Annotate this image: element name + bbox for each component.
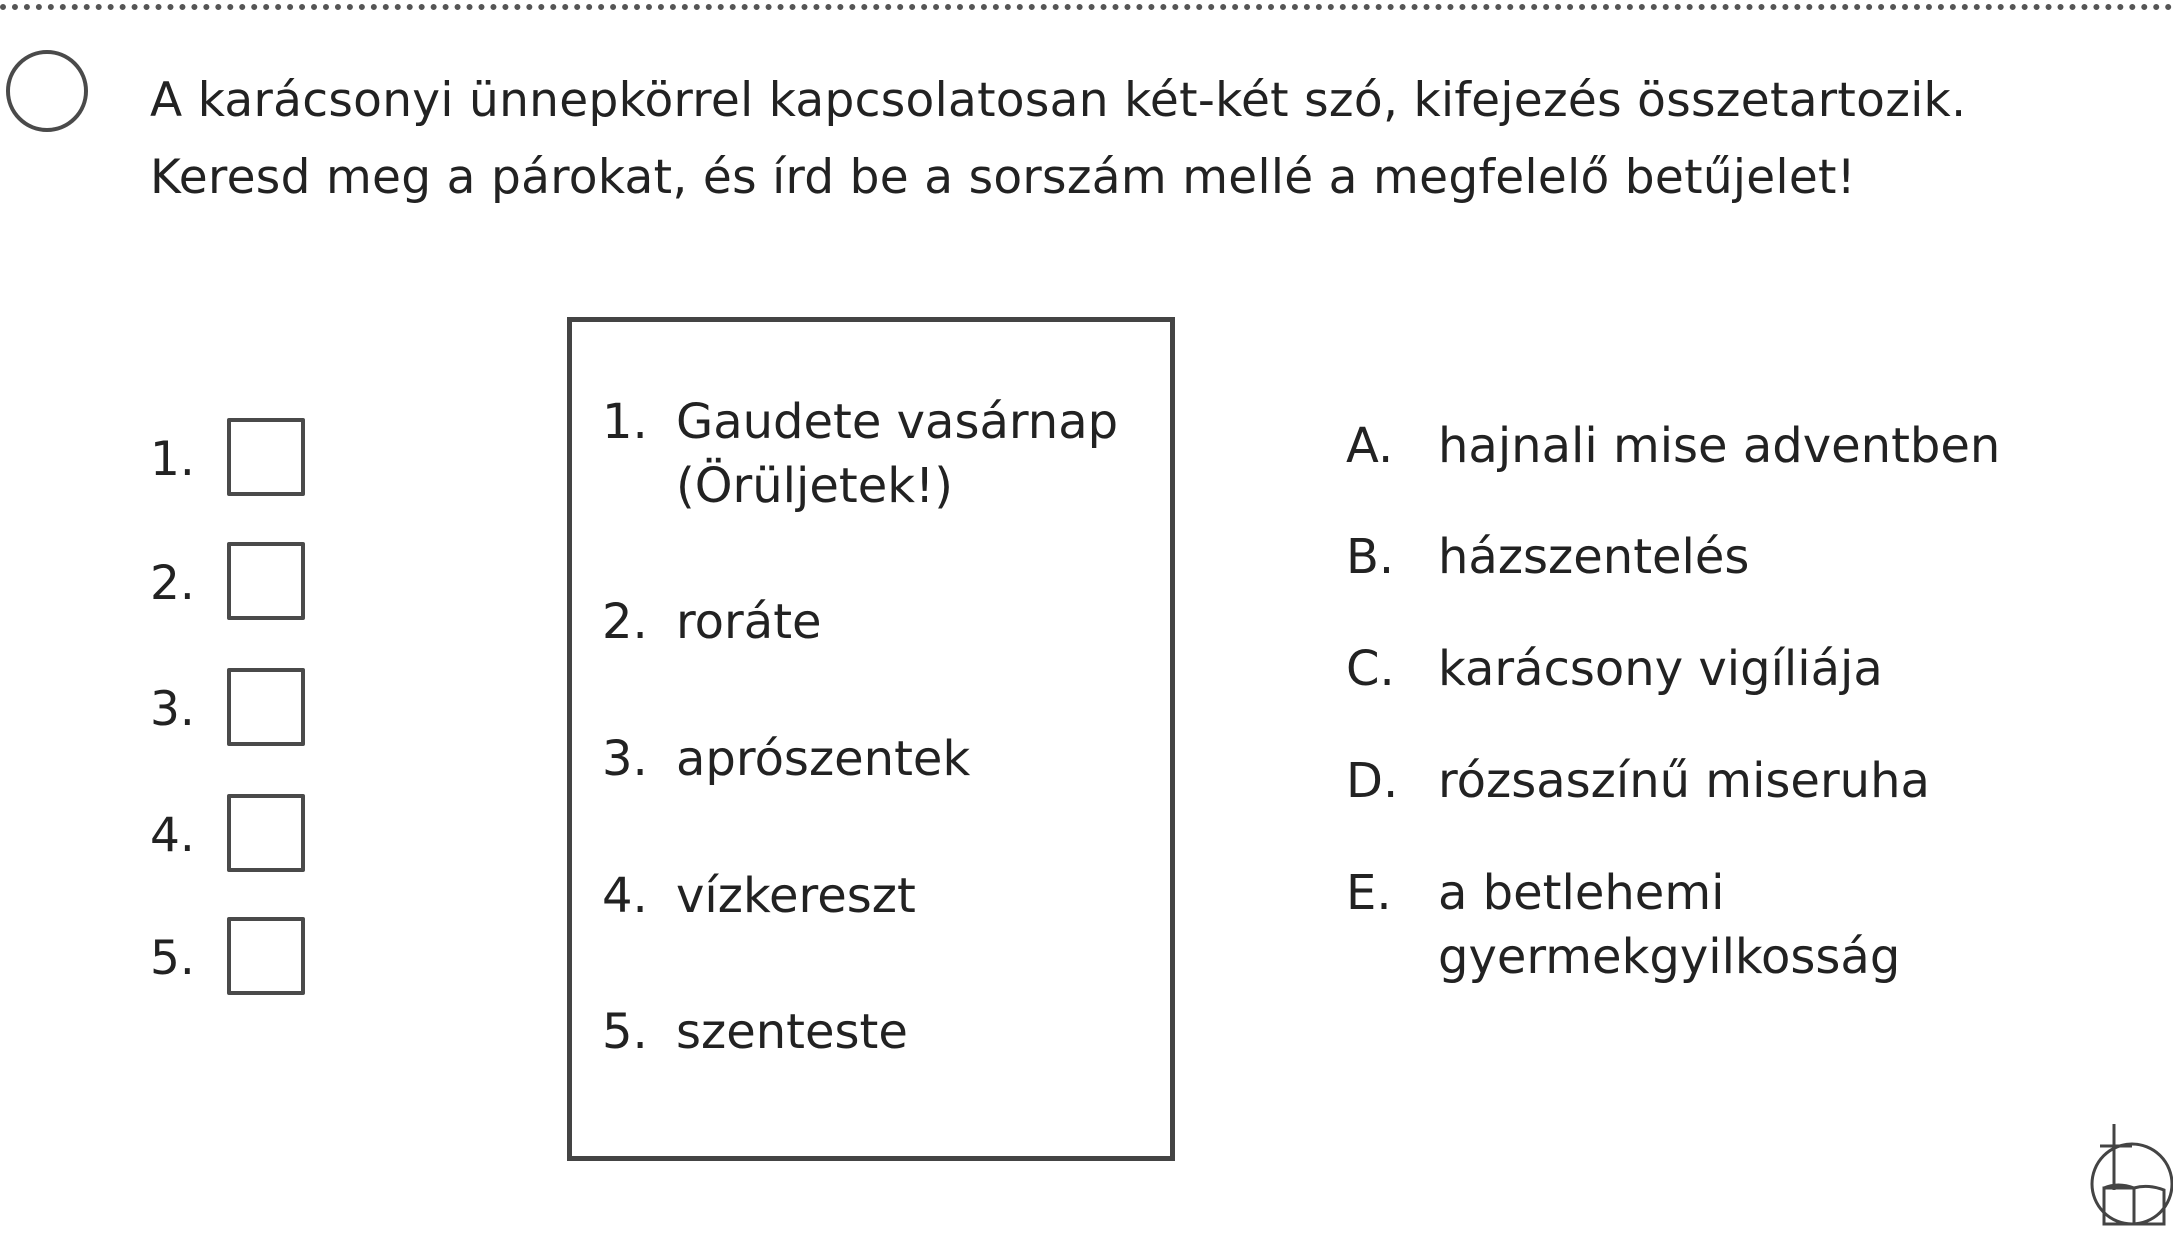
- term-number: 2.: [602, 594, 648, 650]
- term-number: 5.: [602, 1004, 648, 1060]
- answer-number: 2.: [150, 556, 195, 611]
- definition-text: hajnali mise adventben: [1438, 418, 2001, 474]
- top-dotted-divider: [0, 4, 2173, 10]
- definition-text-line-2: gyermekgyilkosság: [1438, 929, 1901, 985]
- term-number: 4.: [602, 868, 648, 924]
- definition-text: házszentelés: [1438, 529, 1750, 585]
- instruction-line-2: Keresd meg a párokat, és írd be a sorszám mellé a megfelelő betűjelet!: [150, 150, 1856, 205]
- term-text: roráte: [676, 594, 822, 650]
- answer-box-2[interactable]: [227, 542, 305, 620]
- cross-book-logo-icon: [2078, 1118, 2173, 1240]
- term-text: aprószentek: [676, 731, 971, 787]
- answer-box-1[interactable]: [227, 418, 305, 496]
- answer-box-3[interactable]: [227, 668, 305, 746]
- answer-number: 4.: [150, 808, 195, 863]
- definition-letter: E.: [1346, 865, 1392, 921]
- task-instruction: [150, 62, 2110, 216]
- answer-box-4[interactable]: [227, 794, 305, 872]
- term-text: vízkereszt: [676, 868, 916, 924]
- term-text-line-2: (Örüljetek!): [676, 458, 953, 514]
- term-text: Gaudete vasárnap: [676, 394, 1119, 450]
- term-number: 3.: [602, 731, 648, 787]
- answer-number: 3.: [150, 682, 195, 737]
- instruction-line-1: A karácsonyi ünnepkörrel kapcsolatosan két-két szó, kifejezés összetartozik.: [150, 73, 1967, 128]
- answer-box-5[interactable]: [227, 917, 305, 995]
- term-number: 1.: [602, 394, 648, 450]
- definition-text: a betlehemi: [1438, 865, 1725, 921]
- answer-number: 5.: [150, 931, 195, 986]
- definition-text: karácsony vigíliája: [1438, 641, 1883, 697]
- definition-letter: C.: [1346, 641, 1395, 697]
- definition-text: rózsaszínű miseruha: [1438, 753, 1930, 809]
- term-text: szenteste: [676, 1004, 908, 1060]
- definition-letter: B.: [1346, 529, 1395, 585]
- answer-number: 1.: [150, 432, 195, 487]
- definition-letter: D.: [1346, 753, 1399, 809]
- task-circle-icon: [6, 50, 88, 132]
- definition-letter: A.: [1346, 418, 1394, 474]
